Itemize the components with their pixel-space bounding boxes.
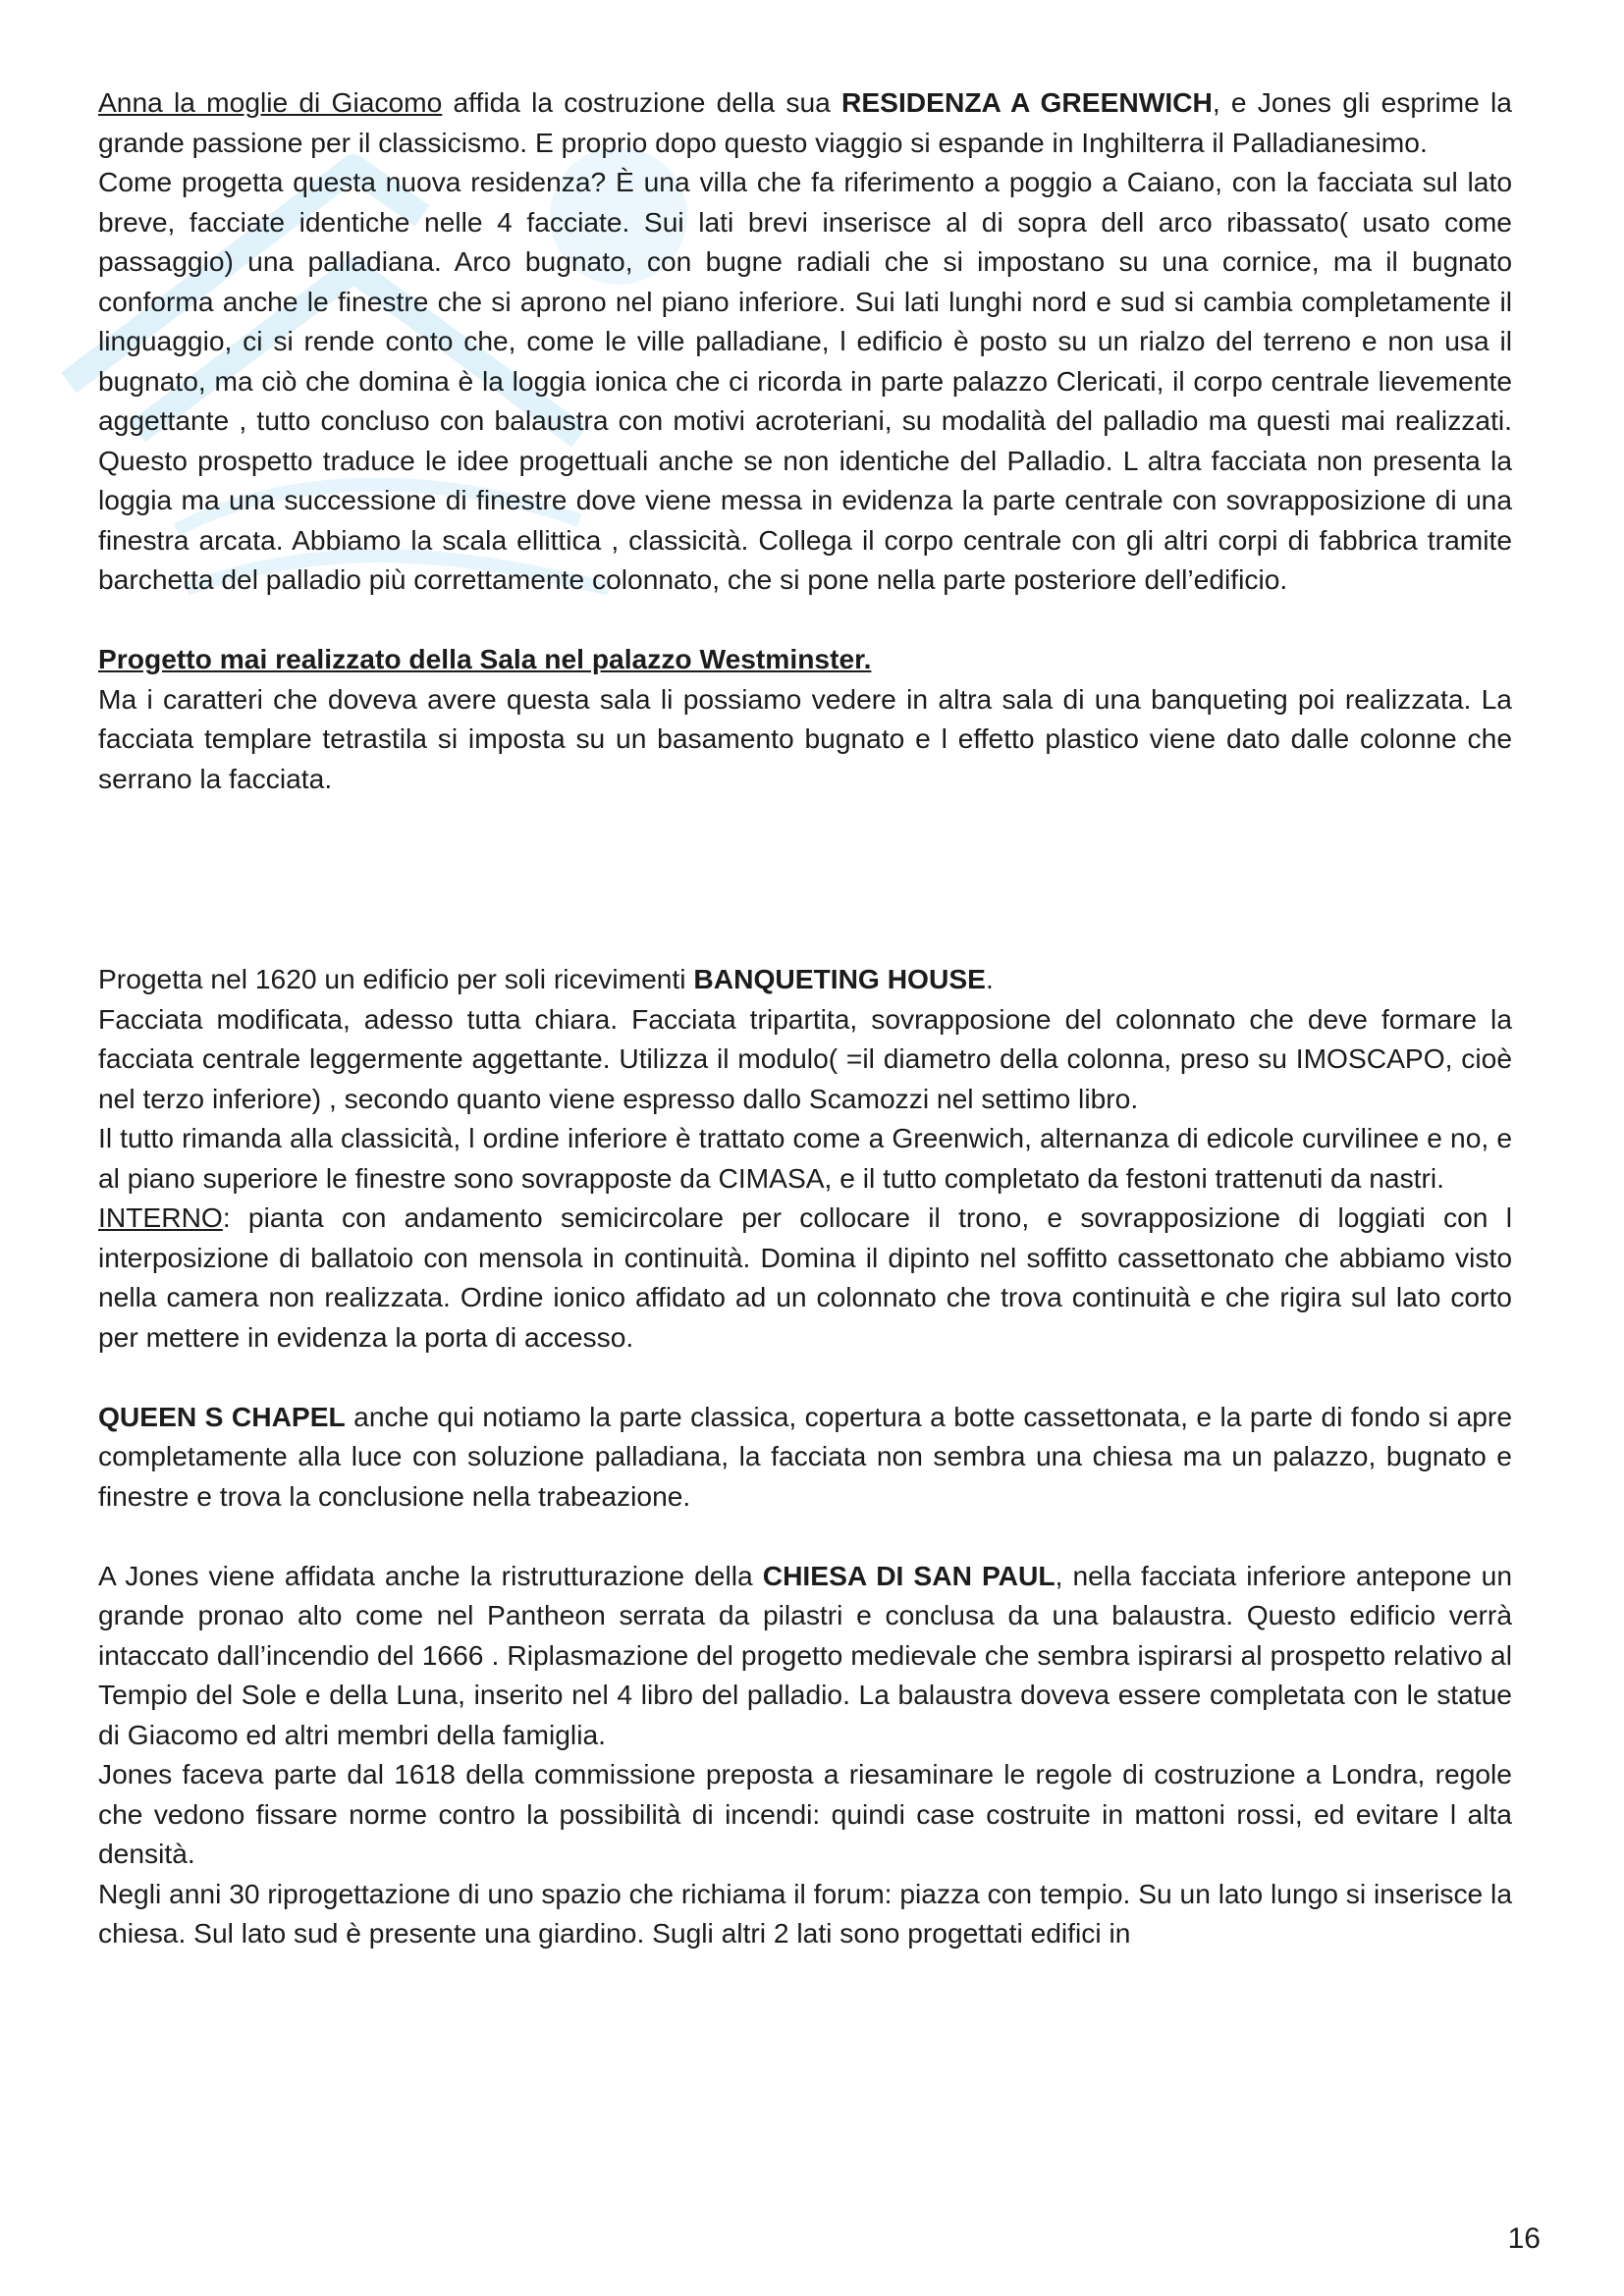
san-paul-paragraph-1: A Jones viene affidata anche la ristrutturazione della CHIESA DI SAN PAUL, nella facciata inferiore antepone un grande pronao alto come nel Pantheon serrata da pilastri e conclusa da una balaustra. Questo edificio verrà intaccato dall’incendio del 1666 . Riplasmazione del progetto medievale che sembra ispirarsi al prospetto relativo al Tempio del Sole e della Luna, inserito nel 4 libro del palladio. La balaustra doveva essere completata con le statue di Giacomo ed altri membri della famiglia.: [98, 1559, 1512, 1750]
document-body: [98, 82, 1512, 1953]
spacer: [98, 1357, 1512, 1397]
queens-chapel-title: QUEEN S CHAPEL: [98, 1400, 346, 1432]
spacer: [98, 600, 1512, 640]
queens-chapel-paragraph: QUEEN S CHAPEL anche qui notiamo la parte classica, copertura a botte cassettonata, e la parte di fondo si apre completamente alla luce con soluzione palladiana, la facciata non sembra una chiesa ma un palazzo, bugnato e finestre e trova la conclusione nella trabeazione.: [98, 1400, 1512, 1512]
greenwich-residence-title: RESIDENZA A GREENWICH: [841, 86, 1213, 118]
banqueting-paragraph-2: Il tutto rimanda alla classicità, l ordine inferiore è trattato come a Greenwich, alternanza di edicole curvilinee e no, e al piano superiore le finestre sono sovrapposte da CIMASA, e il tutto completato da festoni trattenuti da nastri.: [98, 1122, 1512, 1194]
spacer: [98, 1516, 1512, 1556]
greenwich-paragraph-2: Come progetta questa nuova residenza? È una villa che fa riferimento a poggio a Caiano, con la facciata sul lato breve, facciate identiche nelle 4 facciate. Sui lati brevi inserisce al di sopra dell arco ribassato( usato come passaggio) una palladiana. Arco bugnato, con bugne radiali che si impostano su una cornice, ma il bugnato conforma anche le finestre che si aprono nel piano inferiore. Sui lati lunghi nord e sud si cambia completamente il linguaggio, ci si rende conto che, come le ville palladiane, l edificio è posto su un rialzo del terreno e non usa il bugnato, ma ciò che domina è la loggia ionica che ci ricorda in parte palazzo Clericati, il corpo centrale lievemente aggettante , tutto concluso con balaustra con motivi acroteriani, su modalità del palladio ma questi mai realizzati. Questo prospetto traduce le idee progettuali anche se non identiche del Palladio. L altra facciata non presenta la loggia ma una successione di finestre dove viene messa in evidenza la parte centrale con sovrapposizione di una finestra arcata. Abbiamo la scala ellittica , classicità. Collega il corpo centrale con gli altri corpi di fabbrica tramite barchetta del palladio più correttamente colonnato, che si pone nella parte posteriore dell’edificio.: [98, 166, 1512, 595]
san-paul-paragraph-2: Jones faceva parte dal 1618 della commissione preposta a riesaminare le regole di costruzione a Londra, regole che vedono fissare norme contro la possibilità di incendi: quindi case costruite in mattoni rossi, ed evitare l alta densità.: [98, 1758, 1512, 1869]
greenwich-subject-underlined: Anna la moglie di Giacomo: [98, 86, 443, 118]
banqueting-intro: Progetta nel 1620 un edificio per soli ricevimenti BANQUETING HOUSE.: [98, 963, 994, 994]
greenwich-paragraph-1: Anna la moglie di Giacomo affida la costruzione della sua RESIDENZA A GREENWICH, e Jones gli esprime la grande passione per il classicismo. E proprio dopo questo viaggio si espande in Inghilterra il Palladianesimo.: [98, 86, 1512, 158]
san-paul-title: CHIESA DI SAN PAUL: [762, 1559, 1056, 1591]
interno-label: INTERNO: [98, 1201, 223, 1233]
san-paul-paragraph-3: Negli anni 30 riprogettazione di uno spazio che richiama il forum: piazza con tempio. Su un lato lungo si inserisce la chiesa. Sul lato sud è presente una giardino. Sugli altri 2 lati sono progettati edifici in: [98, 1877, 1512, 1949]
page-number: 16: [1507, 2222, 1541, 2255]
banqueting-paragraph-1: Facciata modificata, adesso tutta chiara. Facciata tripartita, sovrapposione del colonnato che deve formare la facciata centrale leggermente aggettante. Utilizza il modulo( =il diametro della colonna, preso su IMOSCAPO, cioè nel terzo inferiore) , secondo quanto viene espresso dallo Scamozzi nel settimo libro.: [98, 1002, 1512, 1114]
westminster-heading: Progetto mai realizzato della Sala nel palazzo Westminster.: [98, 643, 872, 674]
westminster-paragraph: Ma i caratteri che doveva avere questa sala li possiamo vedere in altra sala di una banqueting poi realizzata. La facciata templare tetrastila si imposta su un basamento bugnato e l effetto plastico viene dato dalle colonne che serrano la facciata.: [98, 682, 1512, 794]
banqueting-house-title: BANQUETING HOUSE: [693, 963, 986, 994]
spacer-large: [98, 798, 1512, 959]
banqueting-interno-paragraph: INTERNO: pianta con andamento semicircolare per collocare il trono, e sovrapposizione di loggiati con l interposizione di ballatoio con mensola in continuità. Domina il dipinto nel soffitto cassettonato che abbiamo visto nella camera non realizzata. Ordine ionico affidato ad un colonnato che trova continuità e che rigira sul lato corto per mettere in evidenza la porta di accesso.: [98, 1201, 1512, 1353]
